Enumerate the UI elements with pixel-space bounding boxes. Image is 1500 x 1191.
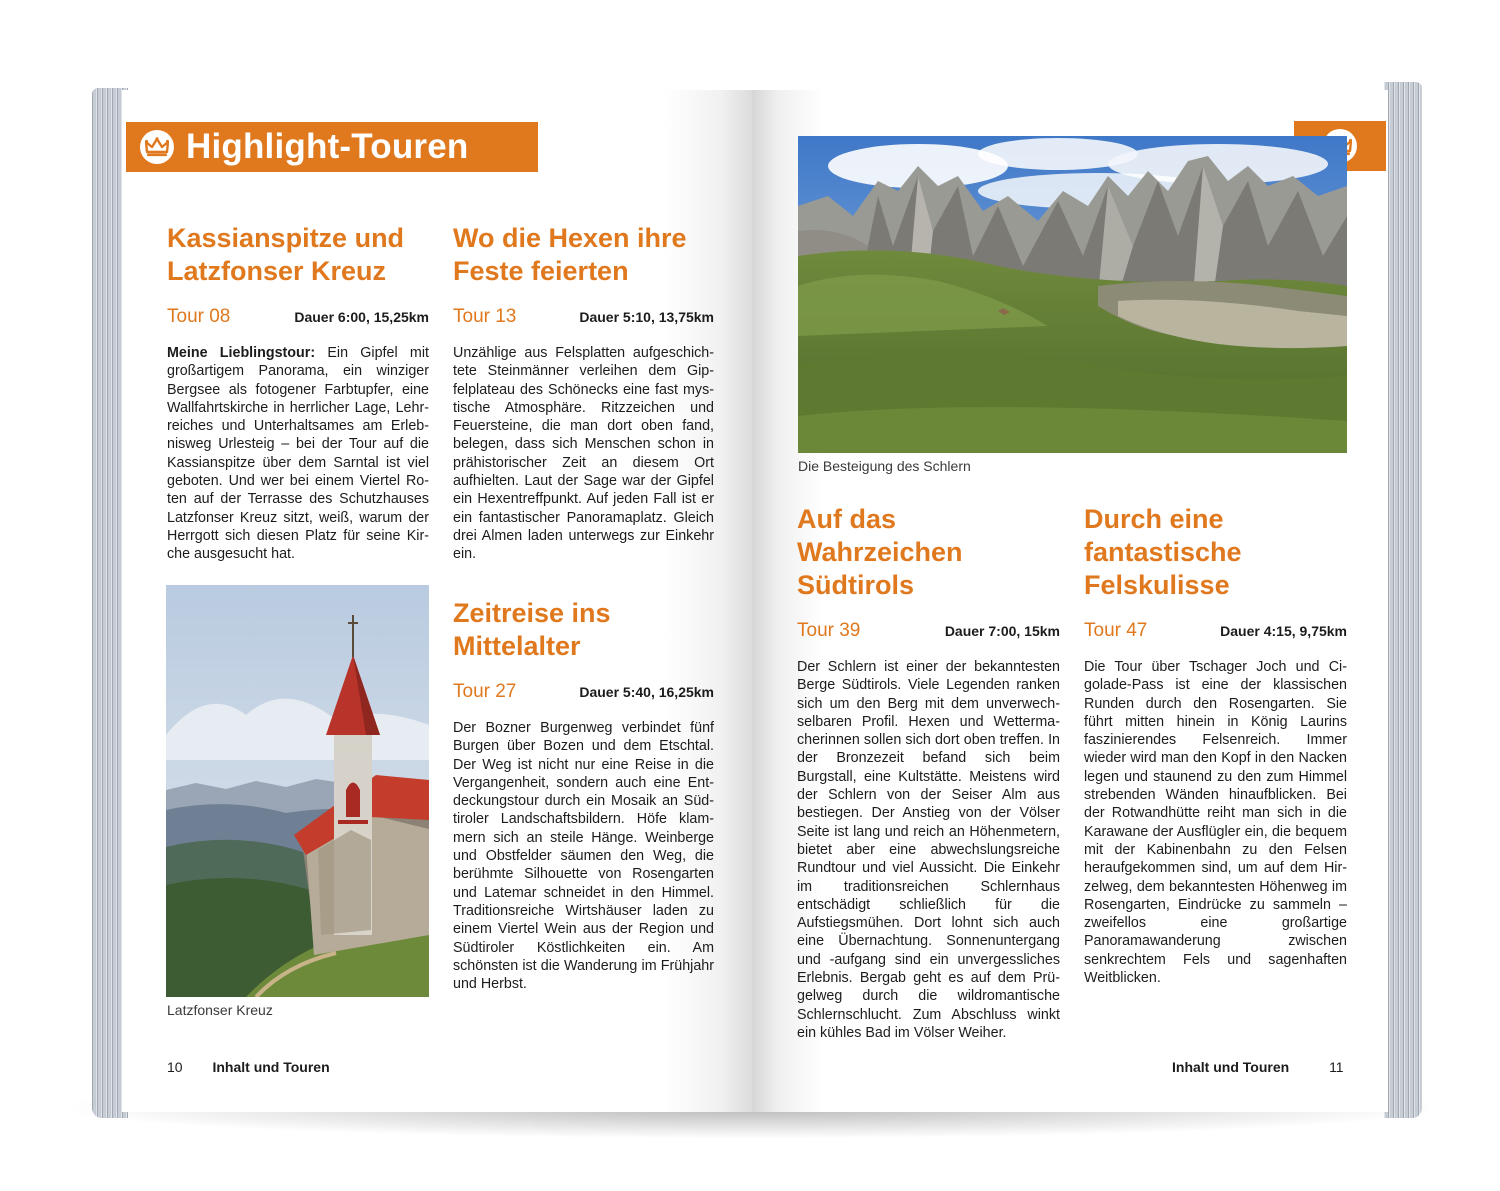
tour-block-27 [453, 597, 714, 993]
tour-meta [453, 681, 714, 703]
tour-duration: Dauer 5:10, 13,75km [579, 309, 714, 325]
tour-meta [453, 306, 714, 328]
tour-block-47 [1084, 503, 1347, 987]
tour-meta [167, 306, 429, 328]
tour-description: Der Bozner Burgenweg verbindet fünf Burgen über Bozen und dem Etschtal. Der Weg ist nicht nur eine Reise in die Vergangenheit, sondern auch eine Entdeckungstour durch ein Mosaik an Südtiroler Landschaftsbildern. Höfe klammern sich an steile Hänge. Weinberge und Obstfelder säumen den Weg, die berühmte Silhouette von Rosengarten und Latemar schneidet in den Himmel. Traditionsreiche Wirtshäuser laden zu einem Viertel Wein aus der Region und Südtiroler Köstlichkeiten ein. Am schönsten ist die Wanderung im Frühjahr und Herbst. [453, 720, 714, 993]
tour-number: Tour 39 [797, 620, 861, 641]
footer-title: Inhalt und Touren [212, 1059, 330, 1075]
photo-schlern [798, 136, 1347, 453]
page-number: 11 [1329, 1059, 1344, 1075]
tour-duration: Dauer 7:00, 15km [944, 623, 1060, 639]
tour-number: Tour 08 [167, 306, 231, 327]
tour-title: Zeitreise ins Mittelalter [453, 598, 611, 661]
tour-number: Tour 47 [1084, 620, 1148, 641]
tour-duration: Dauer 6:00, 15,25km [294, 309, 429, 325]
tour-duration: Dauer 4:15, 9,75km [1220, 623, 1347, 639]
tour-title: Wo die Hexen ihre Feste feierten [453, 223, 687, 286]
tour-block-13 [453, 222, 714, 564]
tour-description: Der Schlern ist einer der bekanntesten Berge Südtirols. Viele Legenden ranken sich um den Berg mit dem unverwechselbaren Profil. Hexen und Wettermacherinnen sollen sich dort oben treffen. In der Bronzezeit befand sich beim Burgstall, eine Kultstätte. Meistens wird der Schlern von der Seiser Alm aus bestiegen. Der Anstieg von der Völser Seite ist lang und reich an Höhenmetern, bietet aber eine abwechslungsreiche Rundtour und viel Aussicht. Die Einkehr im traditionsreichen Schlernhaus entschädigt schließlich für die Aufstiegsmühen. Dort lohnt sich auch eine Übernachtung. Sonnenuntergang und -aufgang sind ein unvergessliches Erlebnis. Bergab geht es auf dem Prügelweg durch die wildromantische Schlernschlucht. Zum Abschluss winkt ein kühles Bad im Völser Weiher. [797, 659, 1060, 1041]
tour-meta [1084, 620, 1347, 642]
page-number: 10 [167, 1059, 183, 1075]
tour-lead: Meine Lieblingstour: [167, 345, 316, 361]
page-edges-right [1384, 82, 1422, 1118]
photo-caption: Latzfonser Kreuz [167, 1002, 273, 1018]
section-banner [126, 122, 538, 172]
footer-title: Inhalt und Touren [1172, 1059, 1290, 1075]
photo-latzfonser-kreuz [166, 585, 429, 997]
tour-description: Die Tour über Tschager Joch und Cigolade-Pass ist eine der klassischen Runden durch den Rosengarten. Sie führt mitten hinein in König Laurins faszinierendes Felsenreich. Immer wieder wird man den Kopf in den Nacken legen und staunend zu den zum Himmel strebenden Wänden hinaufblicken. Bei der Rotwandhütte reiht man sich in die Karawane der Ausflügler ein, die bequem mit der Kabinenbahn zu den Felsen heraufgekommen sind, um auf dem Hirzelweg, dem bekanntesten Höhenweg im Rosengarten, Eindrücke zu sammeln – zweifellos eine großartige Panoramawanderung zwischen senkrechtem Fels und sagenhaften Weitblicken. [1084, 659, 1347, 987]
tour-number: Tour 13 [453, 306, 517, 327]
tour-duration: Dauer 5:40, 16,25km [579, 684, 714, 700]
tour-description: Meine Lieblingstour: Ein Gipfel mit großartigem Panorama, ein winziger Bergsee als fotogener Farbtupfer, eine Wallfahrtskirche in herrlicher Lage, Lehrreiches und Unterhaltsames am Erlebnisweg Urlesteig – bei der Tour auf die Kassianspitze über dem Sarntal ist viel geboten. Und wer bei einem Viertel Roten auf der Terrasse des Schutzhauses Latzfonser Kreuz sitzt, weiß, warum der Herrgott sich diesen Platz für seine Kirche ausgesucht hat. [167, 345, 429, 563]
tour-meta [797, 620, 1060, 642]
tour-title: Auf das Wahrzeichen Südtirols [797, 504, 963, 600]
tour-title: Kassianspitze und Latzfonser Kreuz [167, 223, 405, 286]
section-title: Highlight-Touren [186, 127, 469, 166]
photo-caption: Die Besteigung des Schlern [798, 458, 971, 474]
crown-icon [140, 130, 174, 164]
footer-left [167, 1059, 330, 1075]
tour-title: Durch eine fantastische Felskulisse [1084, 504, 1242, 600]
tour-number: Tour 27 [453, 681, 517, 702]
tour-block-39 [797, 503, 1060, 1042]
tour-block-08 [167, 222, 429, 564]
footer-right [1172, 1059, 1344, 1075]
tour-description: Unzählige aus Felsplatten aufgeschichtete Steinmänner verleihen dem Gipfelplateau des Schönecks eine fast mystische Atmosphäre. Ritzzeichen und Feuersteine, die man dort oben fand, belegen, dass sich Menschen schon in prähistorischer Zeit an diesem Ort aufhielten. Laut der Sage war der Gipfel ein Hexentreffpunkt. Auf jeden Fall ist er ein fantastischer Panoramaplatz. Gleich drei Almen laden unterwegs zur Einkehr ein. [453, 345, 714, 563]
